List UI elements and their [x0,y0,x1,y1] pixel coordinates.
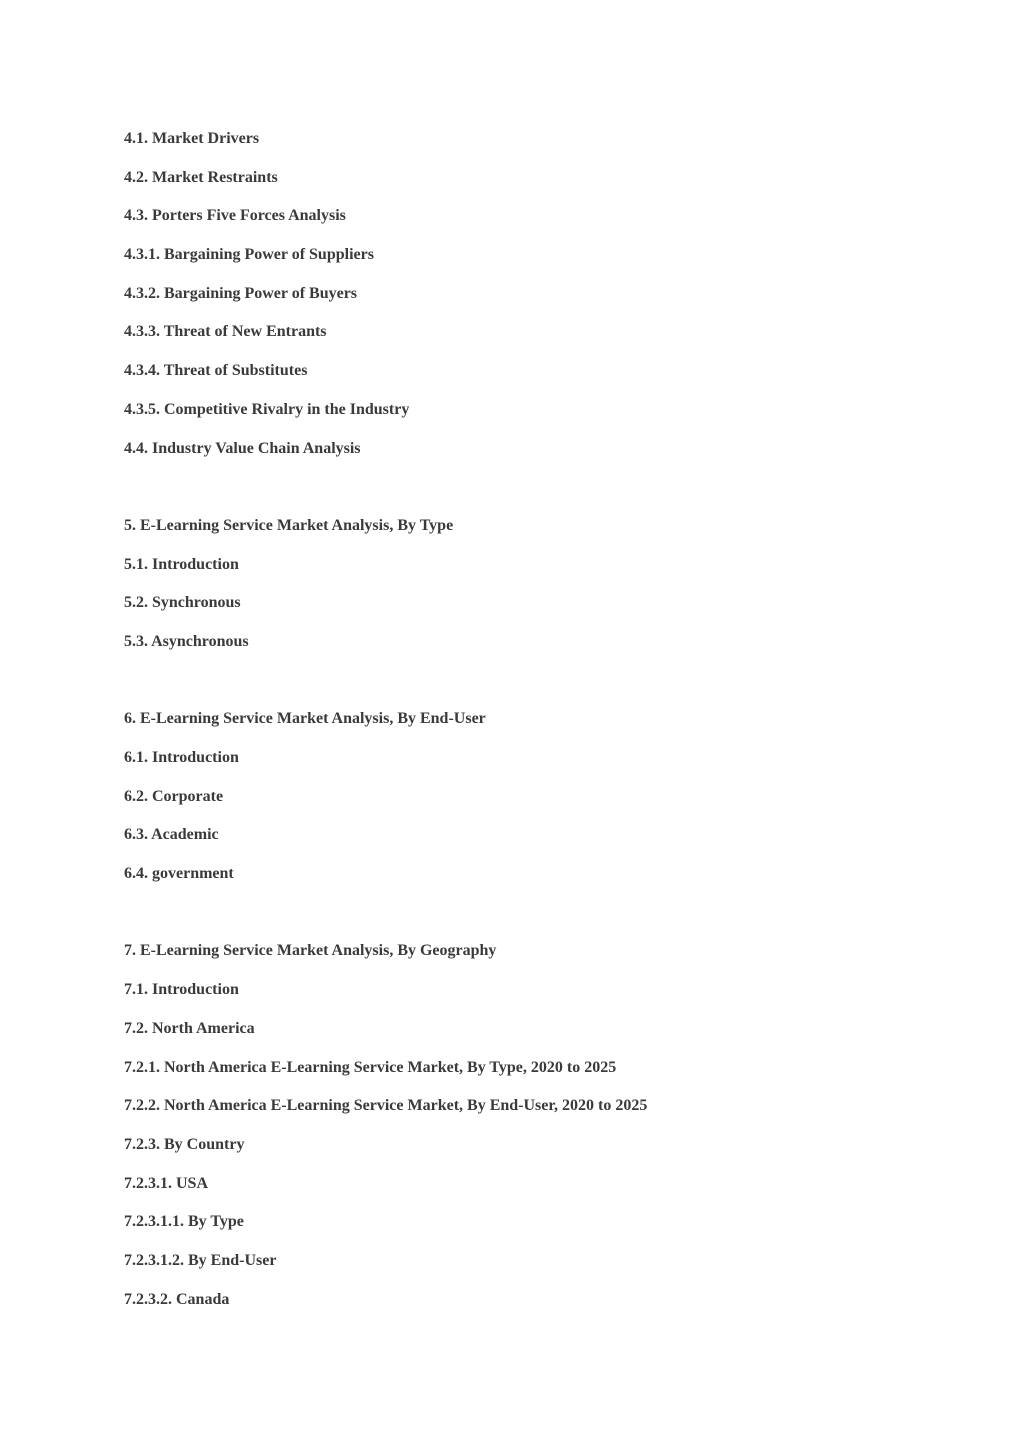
toc-entry-4-3-1: 4.3.1. Bargaining Power of Suppliers [124,246,374,264]
toc-heading-5: 5. E-Learning Service Market Analysis, By Type [124,516,454,534]
toc-section-5 [124,515,944,653]
toc-entry-6-3: 6.3. Academic [124,826,219,844]
toc-heading-7: 7. E-Learning Service Market Analysis, By Geography [124,942,497,960]
toc-section-7 [124,940,944,1310]
toc-entry-4-3: 4.3. Porters Five Forces Analysis [124,207,346,225]
toc-entry-7-2-3-2: 7.2.3.2. Canada [124,1290,230,1308]
toc-entry-7-2-1: 7.2.1. North America E-Learning Service Market, By Type, 2020 to 2025 [124,1058,617,1076]
toc-section-6 [124,708,944,885]
toc-entry-5-1: 5.1. Introduction [124,555,239,573]
toc-entry-6-1: 6.1. Introduction [124,749,239,766]
toc-entry-4-1: 4.1. Market Drivers [124,130,260,147]
toc-entry-4-3-4: 4.3.4. Threat of Substitutes [124,362,308,380]
toc-entry-4-3-5: 4.3.5. Competitive Rivalry in the Industry [124,400,410,418]
toc-entry-7-2: 7.2. North America [124,1019,255,1037]
toc-entry-6-2: 6.2. Corporate [124,787,224,805]
section-divider-space [124,670,944,709]
toc-entry-5-3: 5.3. Asynchronous [124,632,249,650]
toc-entry-7-2-2: 7.2.2. North America E-Learning Service Market, By End-User, 2020 to 2025 [124,1097,648,1115]
toc-entry-6-4: 6.4. government [124,865,234,883]
section-divider-space [124,476,944,515]
section-divider-space [124,902,944,941]
toc-entry-7-2-3-1: 7.2.3.1. USA [124,1174,209,1192]
toc-entry-7-2-3-1-2: 7.2.3.1.2. By End-User [124,1251,277,1269]
toc-entry-4-2: 4.2. Market Restraints [124,168,278,186]
toc-entry-4-3-3: 4.3.3. Threat of New Entrants [124,323,327,341]
toc-heading-6: 6. E-Learning Service Market Analysis, By End-User [124,710,486,728]
toc-entry-4-3-2: 4.3.2. Bargaining Power of Buyers [124,284,358,302]
toc-entry-4-4: 4.4. Industry Value Chain Analysis [124,439,361,457]
toc-entry-7-2-3: 7.2.3. By Country [124,1135,245,1153]
toc-entry-7-2-3-1-1: 7.2.3.1.1. By Type [124,1213,244,1231]
toc-entry-7-1: 7.1. Introduction [124,981,239,999]
toc-entry-5-2: 5.2. Synchronous [124,594,241,612]
toc-section-4 [124,128,944,460]
table-of-contents [124,128,944,1327]
